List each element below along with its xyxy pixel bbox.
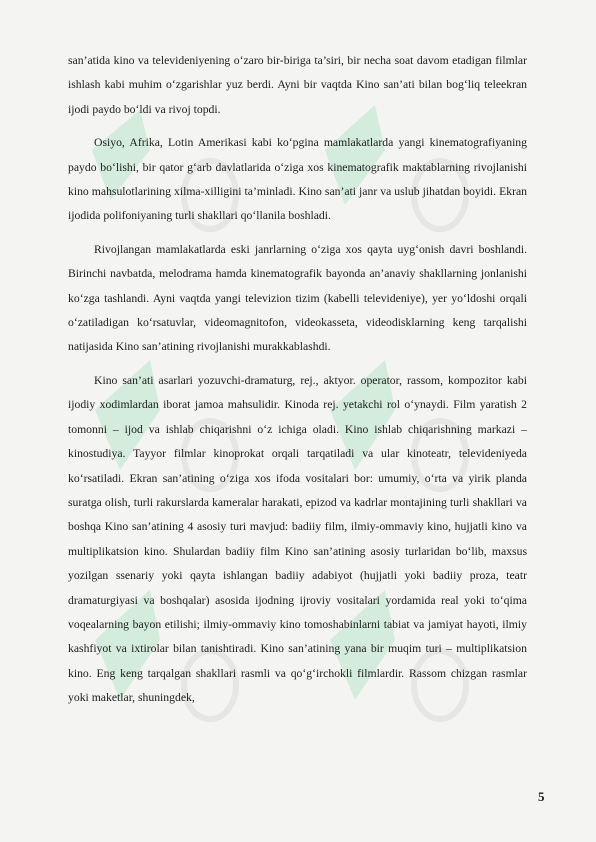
paragraph-4: Kino san’ati asarlari yozuvchi-dramaturg, rej., aktyor. operator, rassom, kompozitor kabi ijodiy xodimlardan iborat jamoa mahsulidir. Kinoda rej. yetakchi rol o‘ynaydi. Film yaratish 2 tomonni – ijod va ishlab chiqarishni o‘z ichiga oladi. Kino ishlab chiqarishning markazi – kinostudiya. Tayyor filmlar kinoprokat orqali tarqatiladi va ular kinoteatr, televideniyeda ko‘rsatiladi. Ekran san’atining o‘ziga xos ifoda vositalari bor: umumiy, o‘rta va yirik planda suratga olish, turli rakurslarda kameralar harakati, epizod va kadrlar montajining turli shakllari va boshqa Kino san’atining 4 asosiy turi mavjud: badiiy film, ilmiy-ommaviy kino, hujjatli kino va multiplikatsion kino. Shulardan badiiy film Kino san’atining asosiy turlaridan bo‘lib, maxsus yozilgan ssenariy yoki qayta ishlangan badiiy adabiyot (hujjatli yoki badiiy proza, teatr dramaturgiyasi va boshqalar) asosida ijodning ijroviy vositalari yordamida real yoki to‘qima voqealarning bayon etilishi; ilmiy-ommaviy kino tomoshabinlarni tabiat va jamiyat hayoti, ilmiy kashfiyot va ixtirolar bilan tanishtiradi. Kino san’atining yana bir muqim turi – multiplikatsion kino. Eng keng tarqalgan shakllari rasmli va qo‘g‘irchokli filmlardir. Rassom chizgan rasmlar yoki maketlar, shuningdek,: [68, 373, 527, 705]
paragraph-1: san’atida kino va televideniyening o‘zaro bir-biriga ta’siri, bir necha soat davom etadigan filmlar ishlash kabi muhim o‘zgarishlar yuz berdi. Ayni bir vaqtda Kino san’ati bilan bog‘liq teleekran ijodi paydo bo‘ldi va rivoj topdi.: [68, 54, 527, 116]
paragraph-2: Osiyo, Afrika, Lotin Amerikasi kabi ko‘pgina mamlakatlarda yangi kinematografiyaning paydo bo‘lishi, bir qator g‘arb davlatlarida o‘ziga xos kinematografik maktablarning rivojlanishi kino mahsulotlarining xilma-xilligini ta’minladi. Kino san’ati janr va uslub jihatdan boyidi. Ekran ijodida polifoniyaning turli shakllari qo‘llanila boshladi.: [68, 136, 527, 223]
page-number: 5: [538, 789, 545, 804]
paragraph-3: Rivojlangan mamlakatlarda eski janrlarning o‘ziga xos qayta uyg‘onish davri boshlandi. Birinchi navbatda, melodrama hamda kinematografik bayonda an’anaviy shakllarning jonlanishi ko‘zga tashlandi. Ayni vaqtda yangi televizion tizim (kabelli televideniye), yer yo‘ldoshi orqali o‘zatiladigan ko‘rsatuvlar, videomagnitofon, videokasseta, videodisklarning keng tarqalishi natijasida Kino san’atining rivojlanishi murakkablashdi.: [68, 242, 527, 354]
body-text: [68, 49, 527, 720]
